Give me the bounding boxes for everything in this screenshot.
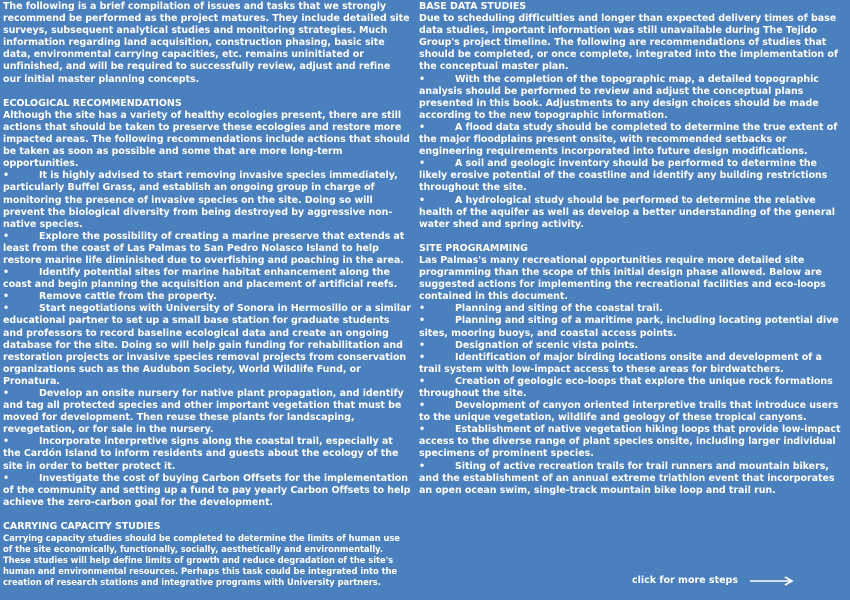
site-programming-item-text: Designation of scenic vista points.: [455, 339, 639, 351]
base-data-item: [419, 122, 843, 158]
site-programming-item-text: Siting of active recreation trails for trail runners and mountain bikers, and the establishment of an annual extreme triathlon event that incorporates an open ocean swim, single-track mountain bike loop and trail run.: [419, 460, 835, 496]
bullet-icon: •: [3, 170, 10, 182]
bullet-icon: •: [3, 303, 10, 315]
bullet-icon: •: [3, 230, 10, 242]
bullet-icon: •: [419, 73, 426, 85]
base-data-heading: BASE DATA STUDIES: [419, 1, 527, 12]
bullet-icon: •: [419, 400, 426, 412]
right-column: [419, 1, 843, 497]
base-data-item-text: A hydrological study should be performed to determine the relative health of the aquifer as well as develop a better understanding of the general water shed and spring activity.: [419, 194, 836, 230]
base-data-list: [419, 74, 843, 231]
ecological-item: [3, 388, 411, 436]
ecological-item: [3, 436, 411, 472]
bullet-icon: •: [419, 158, 426, 170]
bullet-icon: •: [419, 375, 426, 387]
site-programming-item: [419, 461, 843, 497]
site-programming-item-text: Establishment of native vegetation hiking loops that provide low-impact access to the diverse range of plant species onsite, including larger individual specimens of prominent species.: [419, 424, 841, 460]
site-programming-item: [419, 400, 843, 424]
intro-paragraph: The following is a brief compilation of issues and tasks that we strongly recommend be performed as the project matures. They include detailed site surveys, subsequent analytical studies and monitoring strategies. Much information regarding land acquisition, construction phasing, basic site data, environmental carrying capacities, etc. remains uninitiated or unfinished, and will be required to successfully review, adjust and refine our initial master planning concepts.: [3, 1, 410, 85]
site-programming-intro: Las Palmas's many recreational opportunities require more detailed site programming than the scope of this initial design phase allowed. Below are suggested actions for implementing the recreational facilities and eco-loops contained in this document.: [419, 254, 826, 303]
bullet-icon: •: [419, 194, 426, 206]
ecological-list: [3, 170, 411, 509]
base-data-item-text: With the completion of the topographic map, a detailed topographic analysis should be performed to review and adjust the conceptual plans presented in this book. Adjustments to any design choices should be made according to the new topographic information.: [419, 73, 819, 121]
bullet-icon: •: [419, 424, 426, 436]
site-programming-item-text: Planning and siting of the coastal trail.: [455, 303, 663, 315]
ecological-item: [3, 170, 411, 230]
site-programming-item: [419, 376, 843, 400]
carrying-capacity-heading: CARRYING CAPACITY STUDIES: [3, 521, 161, 533]
base-data-item-text: A flood data study should be completed to determine the true extent of the major floodplains present onsite, with recommended setbacks or engineering requirements incorporated into future design modifications.: [419, 121, 838, 158]
ecological-item-text: Identify potential sites for marine habitat enhancement along the coast and begin planning the acquisition and placement of artificial reefs.: [3, 267, 398, 291]
ecological-item: [3, 231, 411, 267]
ecological-heading: ECOLOGICAL RECOMMENDATIONS: [3, 97, 182, 109]
ecological-item-text: Incorporate interpretive signs along the coastal trail, especially at the Cardón Island to inform residents and guests about the ecology of the site in order to better protect it.: [3, 436, 399, 472]
right-arrow-icon: [750, 576, 794, 586]
bullet-icon: •: [419, 460, 426, 472]
site-programming-item-text: Creation of geologic eco-loops that explore the unique rock formations throughout the site.: [419, 375, 833, 399]
bullet-icon: •: [419, 339, 426, 351]
ecological-item-text: It is highly advised to start removing invasive species immediately, particularly Buffel Grass, and establish an ongoing group in charge of monitoring the presence of invasive species on the site. Doing so will prevent the biological diversity from being destroyed by aggressive non-native species.: [3, 170, 398, 230]
bullet-icon: •: [419, 351, 426, 363]
more-steps-link[interactable]: [632, 575, 794, 586]
bullet-icon: •: [419, 315, 426, 327]
site-programming-item: [419, 340, 843, 352]
base-data-item: [419, 195, 843, 231]
site-programming-item: [419, 424, 843, 460]
site-programming-item: [419, 315, 843, 339]
site-programming-item: [419, 352, 843, 376]
site-programming-list: [419, 303, 843, 497]
left-column: [3, 1, 411, 588]
ecological-item-text: Investigate the cost of buying Carbon Offsets for the implementation of the community and setting up a fund to pay yearly Carbon Offsets to help achieve the zero-carbon goal for the development.: [3, 472, 411, 508]
site-programming-heading: SITE PROGRAMMING: [419, 242, 528, 254]
bullet-icon: •: [3, 388, 10, 399]
ecological-item: [3, 267, 411, 291]
bullet-icon: •: [3, 267, 10, 279]
bullet-icon: •: [419, 303, 426, 315]
ecological-item-text: Remove cattle from the property.: [39, 291, 217, 303]
site-programming-item-text: Development of canyon oriented interpretive trails that introduce users to the unique vegetation, wildlife and geology of these tropical canyons.: [419, 400, 839, 424]
ecological-item-text: Explore the possibility of creating a marine preserve that extends at least from the coast of Las Palmas to San Pedro Nolasco Island to help restore marine life diminished due to overfishing and poaching in the area.: [3, 230, 405, 266]
ecological-item-text: Start negotiations with University of Sonora in Hermosillo or a similar educational partner to set up a small base station for graduate students and professors to record baseline ecological data and create an ongoing database for the site. Doing so will help gain funding for rehabilitation and restoration projects or invasive species removal projects from conservation organizations such as the Audubon Society, World Wildlife Fund, or Pronatura.: [3, 303, 411, 387]
ecological-item: [3, 473, 411, 509]
base-data-item: [419, 74, 843, 122]
bullet-icon: •: [419, 121, 426, 133]
ecological-item: [3, 303, 411, 388]
carrying-capacity-text: Carrying capacity studies should be completed to determine the limits of human use of the site economically, functionally, socially, aesthetically and environmentally. These studies will help define limits of growth and reduce degradation of the site's human and environmental resources. Perhaps this task could be integrated into the creation of research stations and integrative programs with University partners.: [3, 533, 400, 588]
ecological-item: [3, 291, 411, 303]
site-programming-item: [419, 303, 843, 315]
bullet-icon: •: [3, 472, 10, 484]
site-programming-item-text: Identification of major birding locations onsite and development of a trail system with low-impact access to these areas for birdwatchers.: [419, 351, 822, 375]
site-programming-item-text: Planning and siting of a maritime park, including locating potential dive sites, mooring buoys, and coastal access points.: [419, 315, 839, 339]
ecological-item-text: Develop an onsite nursery for native plant propagation, and identify and tag all protected species and other important vegetation that must be moved for development. Then reuse these plants for landscaping, revegetation, or for sale in the nursery.: [3, 388, 404, 436]
base-data-item-text: A soil and geologic inventory should be performed to determine the likely erosive potential of the coastline and identify any building restrictions throughout the site.: [419, 158, 828, 194]
ecological-intro: Although the site has a variety of healthy ecologies present, there are still actions that should be taken to preserve these ecologies and restore more impacted areas. The following recommendations include actions that should be taken as soon as possible and some that are more long-term opportunities.: [3, 109, 410, 170]
bullet-icon: •: [3, 291, 10, 303]
bullet-icon: •: [3, 436, 10, 448]
base-data-intro: Due to scheduling difficulties and longer than expected delivery times of base data studies, important information was still unavailable during The Tejido Group's project timeline. The following are recommendations of studies that should be completed, or once complete, integrated into the implementation of the conceptual master plan.: [419, 13, 838, 73]
more-steps-label: click for more steps: [632, 575, 739, 586]
base-data-item: [419, 158, 843, 194]
